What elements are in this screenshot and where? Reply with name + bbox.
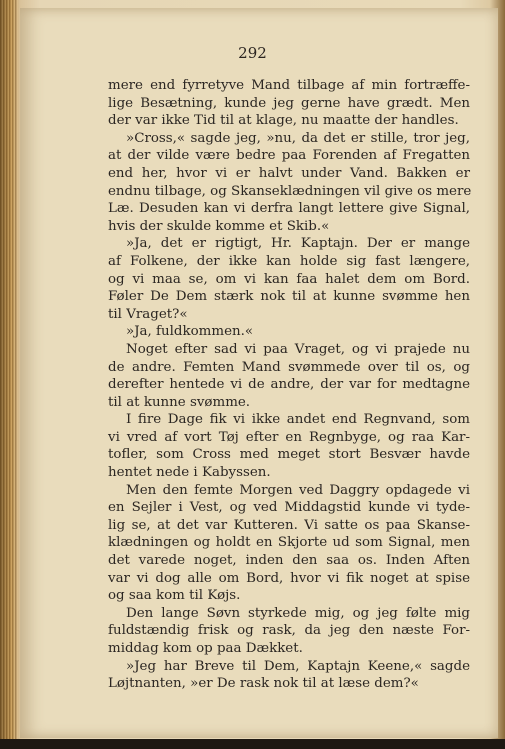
text-line: »Cross,« sagde jeg, »nu, da det er stille, tror jeg,: [126, 130, 470, 146]
text-line: »Ja, fuldkommen.«: [126, 324, 254, 340]
text-line: middag kom op paa Dækket.: [108, 641, 303, 656]
text-line: Noget efter sad vi paa Vraget, og vi prajede nu: [126, 341, 470, 357]
text-line: Føler De Dem stærk nok til at kunne svømme hen: [108, 289, 470, 305]
text-line: Men den femte Morgen ved Daggry opdagede vi: [126, 482, 470, 498]
text-line: lig se, at det var Kutteren. Vi satte os paa Skanse-: [108, 517, 470, 533]
book-binding-edge: [0, 0, 18, 749]
text-line: hentet nede i Kabyssen.: [108, 465, 271, 481]
text-line: I fire Dage fik vi ikke andet end Regnvand, som: [126, 412, 470, 428]
text-line: derefter hentede vi de andre, der var for medtagne: [108, 377, 470, 393]
text-line: af Folkene, der ikke kan holde sig fast længere,: [108, 253, 470, 269]
page-number: 292: [238, 44, 267, 62]
text-line: lige Besætning, kunde jeg gerne have grædt. Men: [108, 95, 470, 111]
scan-bottom-edge: [0, 739, 505, 749]
text-line: Den lange Søvn styrkede mig, og jeg følte mig: [126, 605, 470, 621]
body-text: [108, 77, 470, 693]
text-line: og saa kom til Køjs.: [108, 588, 241, 604]
text-line: fuldstændig frisk og rask, da jeg den næste For-: [108, 623, 470, 639]
text-line: en Sejler i Vest, og ved Middagstid kunde vi tyde-: [108, 500, 470, 516]
text-line: de andre. Femten Mand svømmede over til os, og: [108, 359, 470, 375]
text-line: Løjtnanten, »er De rask nok til at læse dem?«: [108, 676, 419, 692]
text-line: mere end fyrretyve Mand tilbage af min fortræffe-: [108, 78, 470, 93]
text-line: »Ja, det er rigtigt, Hr. Kaptajn. Der er mange: [126, 236, 470, 252]
text-line: »Jeg har Breve til Dem, Kaptajn Keene,« sagde: [126, 658, 470, 674]
text-line: og vi maa se, om vi kan faa halet dem om Bord.: [108, 271, 470, 287]
text-line: der var ikke Tid til at klage, nu maatte der handles.: [108, 113, 459, 129]
text-line: at der vilde være bedre paa Forenden af Fregatten: [108, 148, 470, 164]
text-line: Læ. Desuden kan vi derfra langt lettere give Signal,: [108, 201, 470, 217]
text-line: vi vred af vort Tøj efter en Regnbyge, og raa Kar-: [108, 429, 470, 445]
text-line: endnu tilbage, og Skanseklædningen vil give os mere: [108, 183, 472, 199]
text-line: det varede noget, inden den saa os. Inden Aften: [108, 553, 470, 569]
text-line: hvis der skulde komme et Skib.«: [108, 218, 330, 234]
text-line: klædningen og holdt en Skjorte ud som Signal, men: [108, 535, 470, 551]
text-line: til Vraget?«: [108, 306, 188, 322]
text-line: tofler, som Cross med meget stort Besvær havde: [108, 447, 470, 463]
text-line: til at kunne svømme.: [108, 394, 251, 410]
text-line: end her, hvor vi er halvt under Vand. Bakken er: [108, 165, 470, 181]
text-line: var vi dog alle om Bord, hvor vi fik noget at spise: [108, 570, 470, 586]
